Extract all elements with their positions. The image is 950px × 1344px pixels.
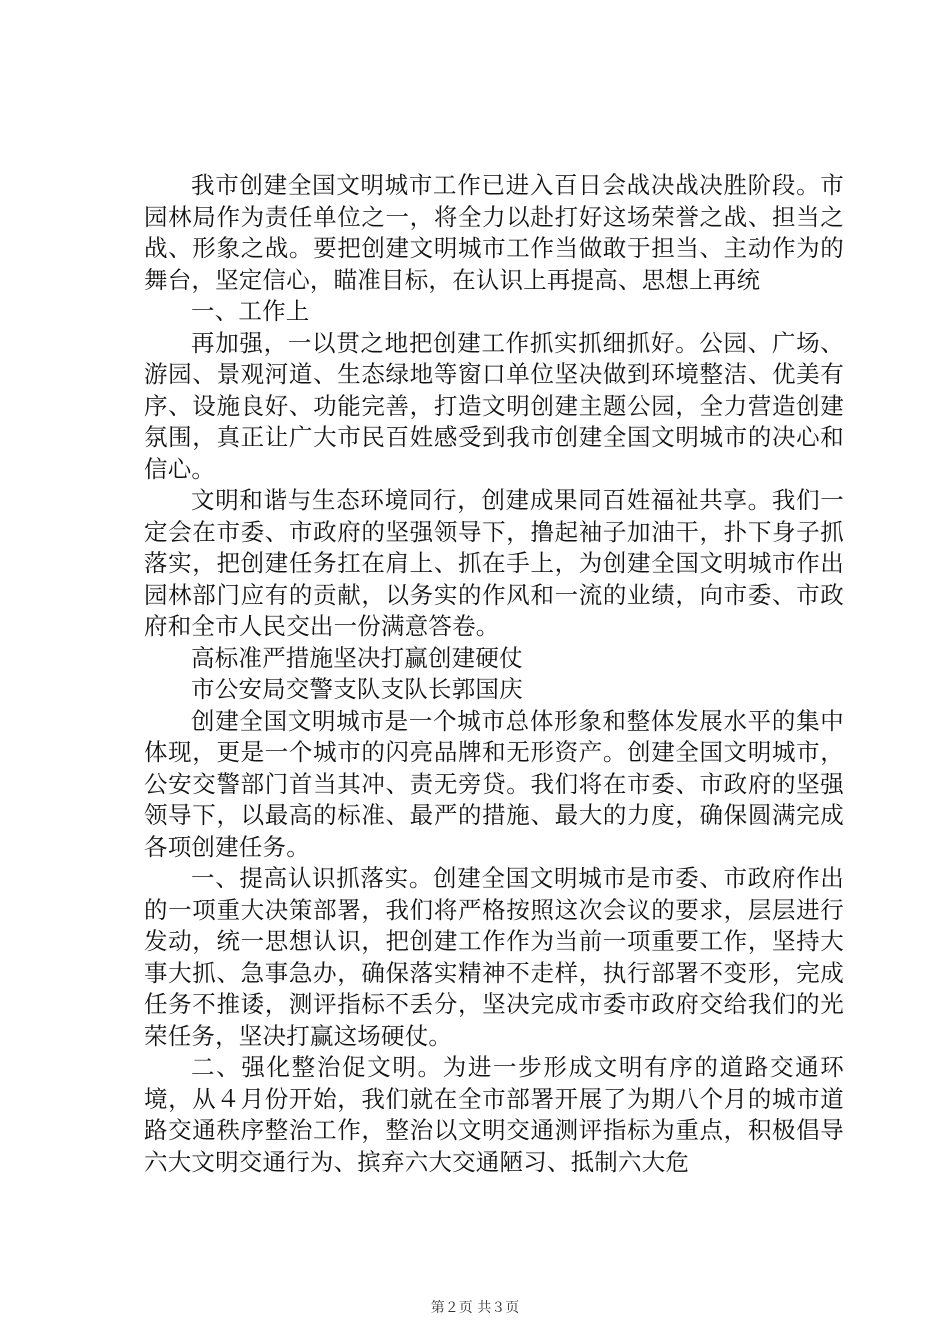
- paragraph-city-image: 创建全国文明城市是一个城市总体形象和整体发展水平的集中体现，更是一个城市的闪亮品牌和无形资产。创建全国文明城市，公安交警部门首当其冲、责无旁贷。我们将在市委、市政府的坚强领导下，以最高的标准、最严的措施、最大的力度，确保圆满完成各项创建任务。: [144, 706, 844, 861]
- paragraph-point-two: 二、强化整治促文明。为进一步形成文明有序的道路交通环境，从４月份开始，我们就在全市部署开展了为期八个月的城市道路交通秩序整治工作，整治以文明交通测评指标为重点，积极倡导六大文明交通行为、摈弃六大交通陋习、抵制六大危: [144, 1053, 844, 1176]
- paragraph-strengthen: 再加强，一以贯之地把创建工作抓实抓细抓好。公园、广场、游园、景观河道、生态绿地等窗口单位坚决做到环境整洁、优美有序、设施良好、功能完善，打造文明创建主题公园，全力营造创建氛围，真正让广大市民百姓感受到我市创建全国文明城市的决心和信心。: [144, 328, 844, 483]
- document-body: [144, 170, 844, 1178]
- paragraph-point-one: 一、提高认识抓落实。创建全国文明城市是市委、市政府作出的一项重大决策部署，我们将严格按照这次会议的要求，层层进行发动，统一思想认识，把创建工作作为当前一项重要工作，坚持大事大抓、急事急办，确保落实精神不走样，执行部署不变形，完成任务不推诿，测评指标不丢分，坚决完成市委市政府交给我们的光荣任务，坚决打赢这场硬仗。: [144, 864, 844, 1050]
- paragraph-intro: 我市创建全国文明城市工作已进入百日会战决战决胜阶段。市园林局作为责任单位之一，将全力以赴打好这场荣誉之战、担当之战、形象之战。要把创建文明城市工作当做敢于担当、主动作为的舞台，坚定信心，瞄准目标，在认识上再提高、思想上再统: [144, 171, 844, 294]
- paragraph-harmony: 文明和谐与生态环境同行，创建成果同百姓福祉共享。我们一定会在市委、市政府的坚强领导下，撸起袖子加油干，扑下身子抓落实，把创建任务扛在肩上、抓在手上，为创建全国文明城市作出园林部门应有的贡献，以务实的作风和一流的业绩，向市委、市政府和全市人民交出一份满意答卷。: [144, 486, 844, 640]
- speaker-name: 市公安局交警支队支队长郭国庆: [191, 675, 523, 703]
- speech-title: 高标准严措施坚决打赢创建硬仗: [191, 643, 523, 672]
- page-number-footer: 第２页 共３页: [430, 1300, 520, 1316]
- section-heading-work: 一、工作上: [191, 297, 310, 325]
